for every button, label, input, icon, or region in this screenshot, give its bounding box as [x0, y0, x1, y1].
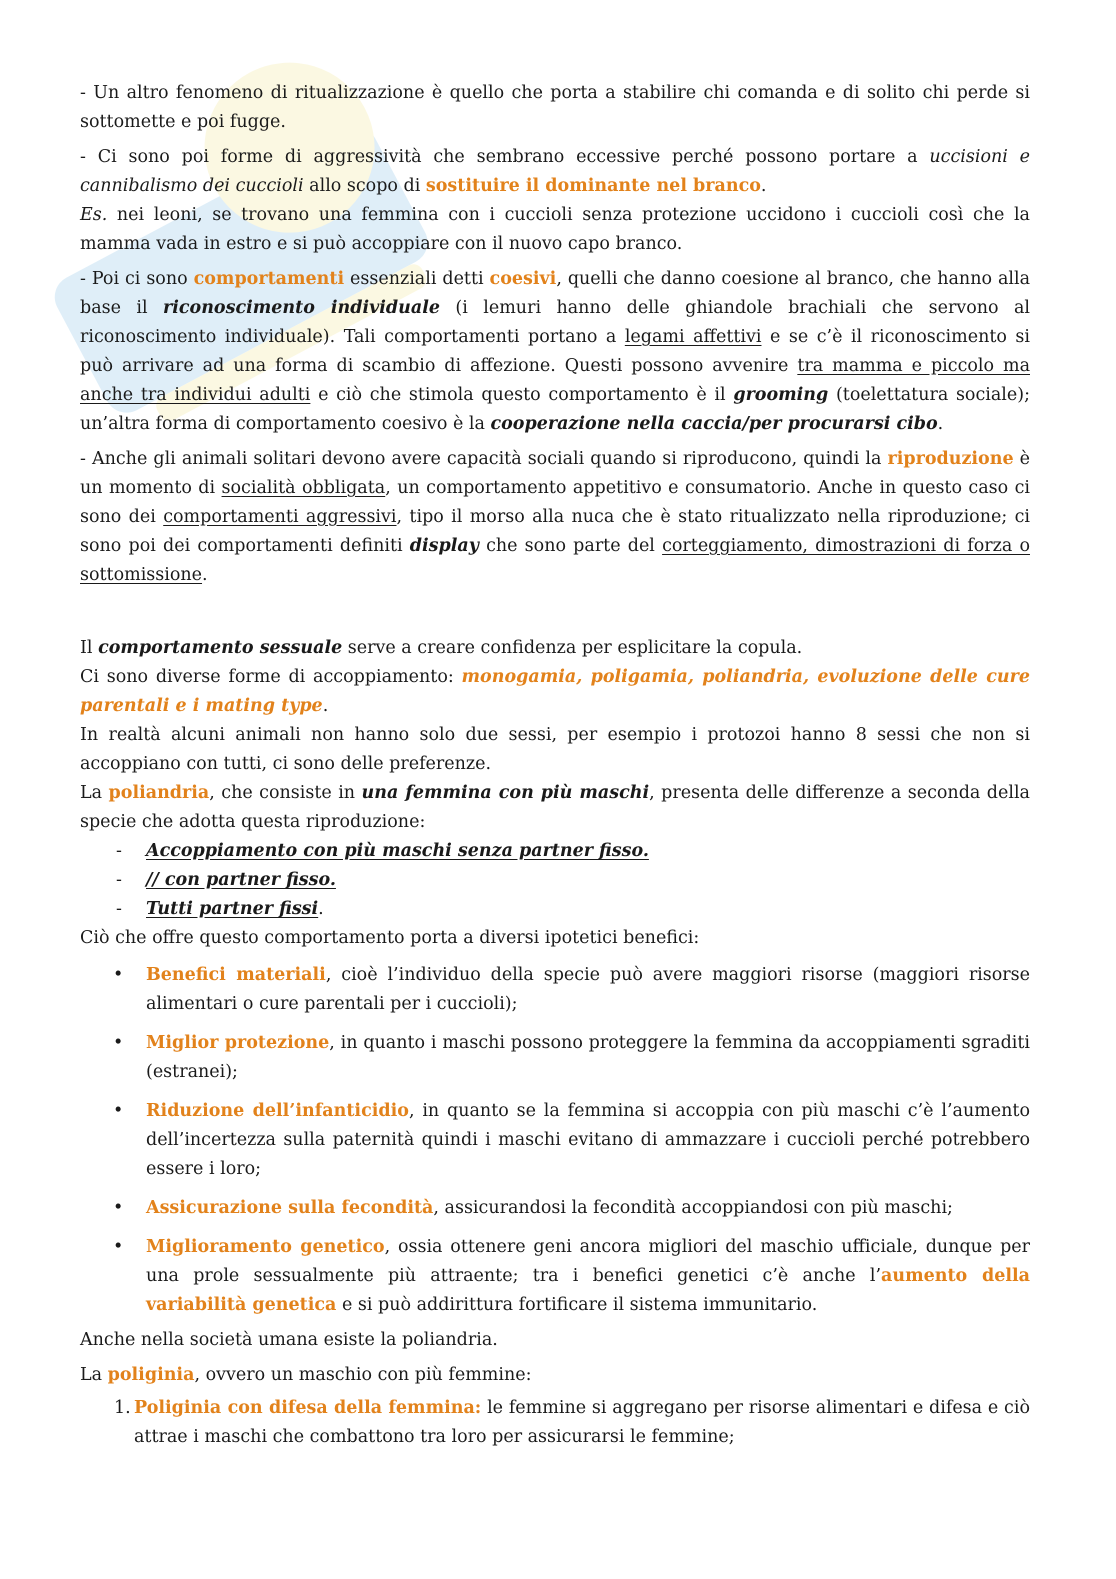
- list-item: • Assicurazione sulla fecondità, assicurandosi la fecondità accoppiandosi con più maschi;: [80, 1194, 1030, 1223]
- paragraph-cohesive-behaviour: - Poi ci sono comportamenti essenziali detti coesivi, quelli che danno coesione al branco, che hanno alla base il riconoscimento individuale (i lemuri hanno delle ghiandole brachiali che servono al riconoscimento individuale). Tali comportamenti portano a legami affettivi e se c’è il riconoscimento si può arrivare ad una forma di scambio di affezione. Questi possono avvenire tra mamma e piccolo ma anche tra individui adulti e ciò che stimola questo comportamento è il grooming (toelettatura sociale); un’altra forma di comportamento coesivo è la cooperazione nella caccia/per procurarsi cibo.: [80, 269, 1031, 434]
- polygyny-types-list: [80, 1394, 1030, 1452]
- list-item: • Benefici materiali, cioè l’individuo della specie può avere maggiori risorse (maggiori risorse alimentari o cure parentali per i cuccioli);: [80, 961, 1030, 1019]
- paragraph-benefits-intro: Ciò che offre questo comportamento porta a diversi ipotetici benefici:: [80, 928, 700, 948]
- paragraph-sexual-behaviour: Il comportamento sessuale serve a creare confidenza per esplicitare la copula.: [80, 638, 803, 658]
- paragraph-human-polyandry: Anche nella società umana esiste la poliandria.: [80, 1330, 498, 1350]
- list-item: 1. Poliginia con difesa della femmina: le femmine si aggregano per risorse alimentari e difesa e ciò attrae i maschi che combattono tra loro per assicurarsi le femmine;: [114, 1398, 1030, 1447]
- polyandry-types-list: [80, 837, 1030, 924]
- list-item: - // con partner fisso.: [80, 866, 1030, 895]
- paragraph-aggression: - Ci sono poi forme di aggressività che sembrano eccessive perché possono portare a uccisioni e cannibalismo dei cuccioli allo scopo di sostituire il dominante nel branco.: [80, 147, 1030, 196]
- paragraph-ritualization: - Un altro fenomeno di ritualizzazione è quello che porta a stabilire chi comanda e di solito chi perde si sottomette e poi fugge.: [80, 83, 1030, 132]
- paragraph-mating-forms: Ci sono diverse forme di accoppiamento: monogamia, poligamia, poliandria, evoluzione delle cure parentali e i mating type.: [80, 667, 1030, 716]
- benefits-list: [80, 961, 1030, 1320]
- list-item: - Accoppiamento con più maschi senza partner fisso.: [80, 837, 1030, 866]
- list-item: • Riduzione dell’infanticidio, in quanto se la femmina si accoppia con più maschi c’è l’aumento dell’incertezza sulla paternità quindi i maschi evitano di ammazzare i cuccioli perché potrebbero essere i loro;: [80, 1097, 1030, 1184]
- document-page: [80, 79, 1030, 1452]
- paragraph-example-lions: Es. nei leoni, se trovano una femmina con i cuccioli senza protezione uccidono i cuccioli così che la mamma vada in estro e si può accoppiare con il nuovo capo branco.: [80, 205, 1030, 254]
- list-item: • Miglior protezione, in quanto i maschi possono proteggere la femmina da accoppiamenti sgraditi (estranei);: [80, 1029, 1030, 1087]
- paragraph-reproduction: - Anche gli animali solitari devono avere capacità sociali quando si riproducono, quindi la riproduzione è un momento di socialità obbligata, un comportamento appetitivo e consumatorio. Anche in questo caso ci sono dei comportamenti aggressivi, tipo il morso alla nuca che è stato ritualizzato nella riproduzione; ci sono poi dei comportamenti definiti display che sono parte del corteggiamento, dimostrazioni di forza o sottomissione.: [80, 449, 1030, 585]
- list-item: • Miglioramento genetico, ossia ottenere geni ancora migliori del maschio ufficiale, dunque per una prole sessualmente più attraente; tra i benefici genetici c’è anche l’aumento della variabilità genetica e si può addirittura fortificare il sistema immunitario.: [80, 1233, 1030, 1320]
- paragraph-polygyny: La poliginia, ovvero un maschio con più femmine:: [80, 1365, 532, 1385]
- paragraph-protozoa: In realtà alcuni animali non hanno solo due sessi, per esempio i protozoi hanno 8 sessi che non si accoppiano con tutti, ci sono delle preferenze.: [80, 725, 1030, 774]
- list-item: - Tutti partner fissi.: [80, 895, 1030, 924]
- paragraph-polyandry: La poliandria, che consiste in una femmina con più maschi, presenta delle differenze a seconda della specie che adotta questa riproduzione:: [80, 783, 1030, 832]
